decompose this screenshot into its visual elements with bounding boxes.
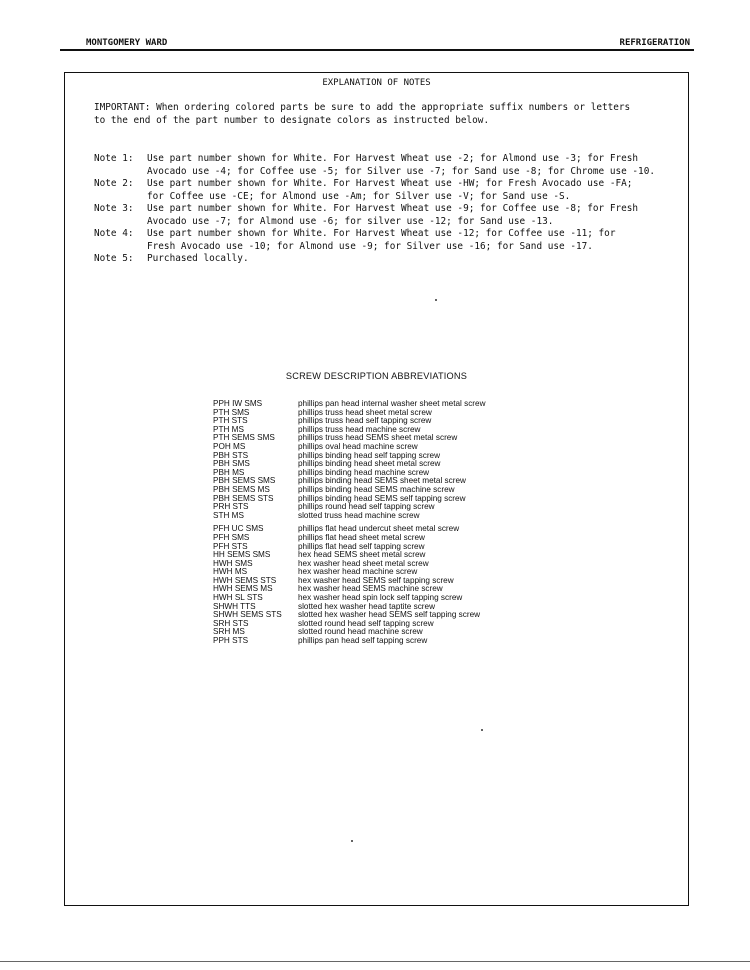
abbreviation-code: SHWH SEMS STS bbox=[213, 610, 282, 620]
abbreviation-code: PFH UC SMS bbox=[213, 524, 264, 534]
note-label: Note 2: bbox=[94, 178, 134, 189]
note-label: Note 5: bbox=[94, 253, 134, 264]
abbreviation-code: SRH MS bbox=[213, 627, 245, 637]
abbreviation-description: slotted hex washer head SEMS self tapping screw bbox=[298, 610, 481, 620]
header-right-section: REFRIGERATION bbox=[619, 38, 690, 48]
abbreviation-code: PPH IW SMS bbox=[213, 399, 263, 408]
abbreviation-description: phillips binding head SEMS sheet metal screw bbox=[298, 476, 466, 486]
abbreviation-description: phillips oval head machine screw bbox=[298, 441, 418, 451]
abbreviation-code: SHWH TTS bbox=[213, 601, 256, 611]
abbreviation-description: phillips truss head machine screw bbox=[298, 424, 421, 434]
scan-speck bbox=[481, 729, 483, 731]
abbreviation-description: phillips binding head self tapping screw bbox=[298, 450, 441, 460]
note-2 bbox=[94, 178, 684, 203]
scan-speck bbox=[435, 299, 437, 301]
abbreviation-code: PBH SEMS STS bbox=[213, 493, 274, 503]
note-text bbox=[147, 228, 684, 253]
abbreviation-description: phillips flat head self tapping screw bbox=[298, 541, 425, 551]
abbreviation-code: PFH SMS bbox=[213, 532, 250, 542]
abbreviation-description: phillips pan head internal washer sheet metal screw bbox=[298, 399, 486, 408]
abbreviation-description: phillips round head self tapping screw bbox=[298, 502, 435, 512]
page-frame bbox=[64, 72, 689, 906]
notes-title: EXPLANATION OF NOTES bbox=[322, 78, 431, 88]
note-text bbox=[147, 178, 684, 203]
abbreviation-description: hex washer head machine screw bbox=[298, 567, 418, 577]
abbreviation-code: PBH SMS bbox=[213, 459, 250, 469]
note-label: Note 4: bbox=[94, 228, 134, 239]
note-line: for Coffee use -CE; for Almond use -Am; for Silver use -V; for Sand use -S. bbox=[147, 190, 571, 202]
abbreviation-code: PBH SEMS SMS bbox=[213, 476, 276, 486]
abbreviation-description: hex washer head SEMS machine screw bbox=[298, 584, 443, 594]
note-label: Note 3: bbox=[94, 203, 134, 214]
abbreviation-description: hex head SEMS sheet metal screw bbox=[298, 550, 426, 560]
important-line-2: to the end of the part number to designate colors as instructed below. bbox=[94, 115, 490, 126]
note-4 bbox=[94, 228, 684, 253]
abbreviation-code: HWH SMS bbox=[213, 558, 253, 568]
note-line: Use part number shown for White. For Harvest Wheat use -9; for Coffee use -8; for Fresh bbox=[147, 203, 639, 214]
abbreviation-code: HWH SEMS MS bbox=[213, 584, 273, 594]
abbreviation-code: PTH SMS bbox=[213, 407, 250, 417]
abbreviation-code: PBH SEMS MS bbox=[213, 484, 270, 494]
note-1 bbox=[94, 153, 684, 178]
abbreviation-description: phillips flat head undercut sheet metal screw bbox=[298, 524, 460, 534]
abbreviation-code: HWH SEMS STS bbox=[213, 575, 277, 585]
abbreviation-description: slotted hex washer head taptite screw bbox=[298, 601, 435, 611]
note-text bbox=[147, 203, 684, 228]
important-paragraph bbox=[94, 101, 684, 127]
abbreviation-description: hex washer head spin lock self tapping screw bbox=[298, 593, 463, 603]
header-rule bbox=[60, 49, 694, 51]
abbreviations-title: SCREW DESCRIPTION ABBREVIATIONS bbox=[285, 371, 468, 381]
note-line: Use part number shown for White. For Harvest Wheat use -HW; for Fresh Avocado use -FA; bbox=[147, 178, 633, 189]
bottom-rule bbox=[0, 961, 750, 962]
abbreviation-code: PFH STS bbox=[213, 541, 248, 551]
abbreviation-code: PTH SEMS SMS bbox=[213, 433, 275, 443]
note-line: Avocado use -7; for Almond use -6; for silver use -12; for Sand use -13. bbox=[147, 215, 554, 227]
abbreviation-code: PTH MS bbox=[213, 424, 244, 434]
abbreviation-row bbox=[213, 637, 486, 646]
note-line: Avocado use -4; for Coffee use -5; for Silver use -7; for Sand use -8; for Chrome use -10. bbox=[147, 165, 655, 177]
abbreviation-code: HH SEMS SMS bbox=[213, 550, 271, 560]
abbreviations-table bbox=[213, 400, 486, 646]
note-text bbox=[147, 153, 684, 178]
abbreviation-code: POH MS bbox=[213, 441, 246, 451]
abbreviation-code: SRH STS bbox=[213, 618, 249, 628]
abbreviation-description: phillips pan head self tapping screw bbox=[298, 636, 428, 646]
abbreviation-description: hex washer head sheet metal screw bbox=[298, 558, 429, 568]
abbreviation-code: PBH STS bbox=[213, 450, 249, 460]
abbreviation-description: hex washer head SEMS self tapping screw bbox=[298, 575, 454, 585]
abbreviation-description: slotted truss head machine screw bbox=[298, 510, 420, 520]
abbreviation-description: slotted round head self tapping screw bbox=[298, 618, 434, 628]
note-label: Note 1: bbox=[94, 153, 134, 164]
note-line: Fresh Avocado use -10; for Almond use -9; for Silver use -16; for Sand use -17. bbox=[147, 240, 593, 252]
note-line: Use part number shown for White. For Harvest Wheat use -12; for Coffee use -11; for bbox=[147, 228, 616, 239]
abbreviation-row bbox=[213, 512, 486, 521]
abbreviation-description: phillips binding head SEMS self tapping screw bbox=[298, 493, 466, 503]
note-line: Purchased locally. bbox=[147, 253, 249, 264]
abbreviation-description: phillips binding head machine screw bbox=[298, 467, 430, 477]
notes-list bbox=[94, 153, 684, 266]
abbreviation-code: PTH STS bbox=[213, 416, 248, 426]
abbreviation-code: STH MS bbox=[213, 510, 244, 520]
abbreviation-code: HWH MS bbox=[213, 567, 248, 577]
abbreviation-description: phillips flat head sheet metal screw bbox=[298, 532, 425, 542]
abbreviation-code: PBH MS bbox=[213, 467, 245, 477]
note-3 bbox=[94, 203, 684, 228]
abbreviation-code: HWH SL STS bbox=[213, 593, 263, 603]
abbreviation-description: slotted round head machine screw bbox=[298, 627, 423, 637]
abbreviation-description: phillips binding head SEMS machine screw bbox=[298, 484, 455, 494]
note-line: Use part number shown for White. For Harvest Wheat use -2; for Almond use -3; for Fresh bbox=[147, 153, 639, 164]
abbreviation-description: phillips truss head self tapping screw bbox=[298, 416, 432, 426]
abbreviation-code: PPH STS bbox=[213, 636, 249, 646]
note-text bbox=[147, 253, 684, 266]
important-line-1: IMPORTANT: When ordering colored parts be sure to add the appropriate suffix numbers or letters bbox=[94, 102, 631, 113]
abbreviation-description: phillips truss head sheet metal screw bbox=[298, 407, 432, 417]
abbreviation-code: PRH STS bbox=[213, 502, 249, 512]
abbreviation-description: phillips truss head SEMS sheet metal screw bbox=[298, 433, 458, 443]
note-5 bbox=[94, 253, 684, 266]
header-left-brand: MONTGOMERY WARD bbox=[86, 38, 168, 48]
abbreviation-description: phillips binding head sheet metal screw bbox=[298, 459, 441, 469]
scan-speck bbox=[351, 840, 353, 842]
